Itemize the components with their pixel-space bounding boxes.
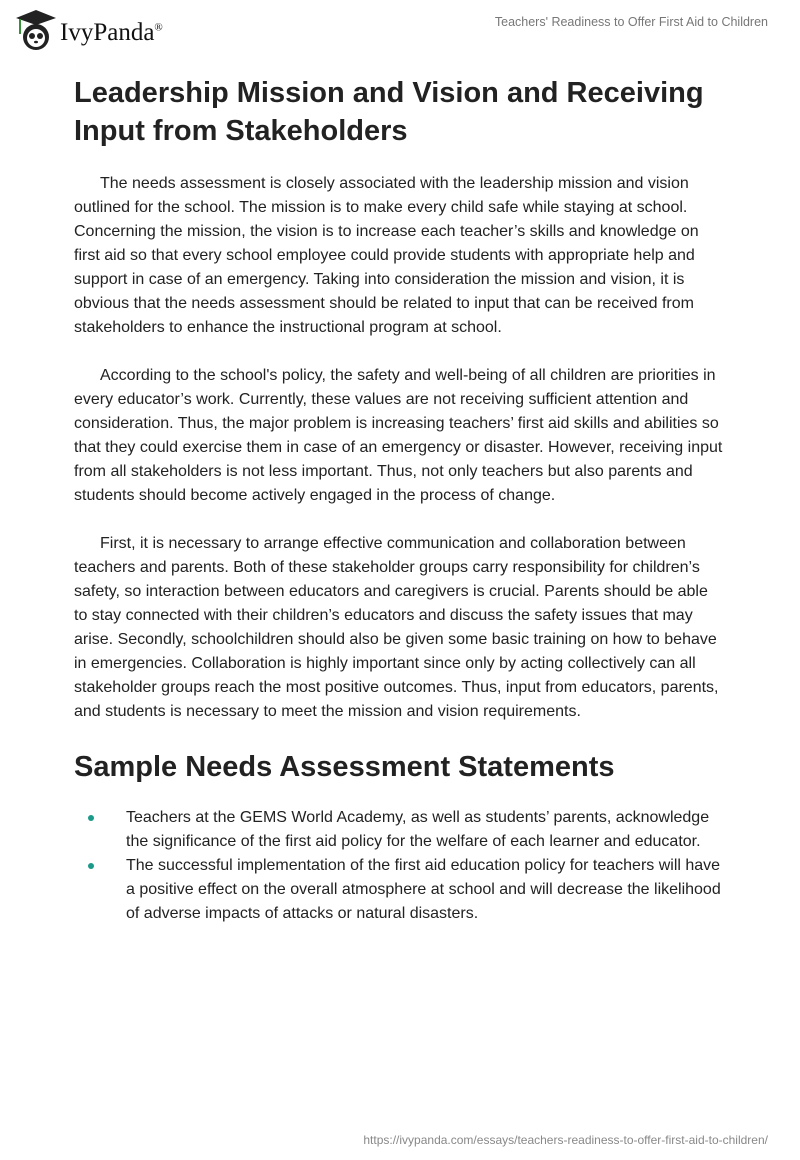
- statement-list: [74, 806, 724, 926]
- registered-mark: ®: [154, 21, 163, 34]
- brand-name: IvyPanda: [60, 19, 155, 46]
- paragraph: First, it is necessary to arrange effective communication and collaboration between teachers and parents. Both of these stakeholder groups carry responsibility for children’s safety, so interaction between educators and caregivers is crucial. Parents should be able to stay connected with their children’s educators and discuss the safety issues that may arise. Secondly, schoolchildren should also be given some basic training on how to behave in emergencies. Collaboration is highly important since only by acting collectively can all stakeholder groups reach the most positive outcomes. Thus, input from educators, parents, and students is necessary to meet the mission and vision requirements.: [74, 535, 719, 720]
- paragraph: The needs assessment is closely associated with the leadership mission and vision outlined for the school. The mission is to make every child safe while staying at school. Concerning the mission, the vision is to increase each teacher’s skills and knowledge on first aid so that every school employee could provide students with appropriate help and support in case of an emergency. Taking into consideration the mission and vision, it is obvious that the needs assessment should be related to input that can be received from stakeholders to enhance the instructional program at school.: [74, 175, 699, 336]
- paragraph: According to the school's policy, the safety and well-being of all children are priorities in every educator’s work. Currently, these values are not receiving sufficient attention and consideration. Thus, the major problem is increasing teachers’ first aid skills and abilities so that they could exercise them in case of an emergency or disaster. However, receiving input from all stakeholders is not less important. Thus, not only teachers but also parents and students should become actively engaged in the process of change.: [74, 367, 723, 504]
- bullet-icon: [88, 815, 94, 821]
- source-url[interactable]: https://ivypanda.com/essays/teachers-readiness-to-offer-first-aid-to-children/: [363, 1133, 768, 1147]
- list-item-text: The successful implementation of the first aid education policy for teachers will have a positive effect on the overall atmosphere at school and will decrease the likelihood of adverse impacts of attacks or natural disasters.: [126, 857, 721, 922]
- list-item: [74, 854, 724, 926]
- list-item-text: Teachers at the GEMS World Academy, as well as students’ parents, acknowledge the significance of the first aid policy for the welfare of each learner and educator.: [126, 809, 710, 850]
- bullet-icon: [88, 863, 94, 869]
- logo[interactable]: [12, 8, 163, 52]
- document-title: Teachers' Readiness to Offer First Aid to Children: [494, 15, 768, 29]
- list-item: [74, 806, 724, 854]
- section-heading: Leadership Mission and Vision and Receiving Input from Stakeholders: [74, 77, 704, 147]
- article: [74, 74, 724, 926]
- section-heading: Sample Needs Assessment Statements: [74, 751, 615, 783]
- panda-logo-icon: [12, 8, 56, 52]
